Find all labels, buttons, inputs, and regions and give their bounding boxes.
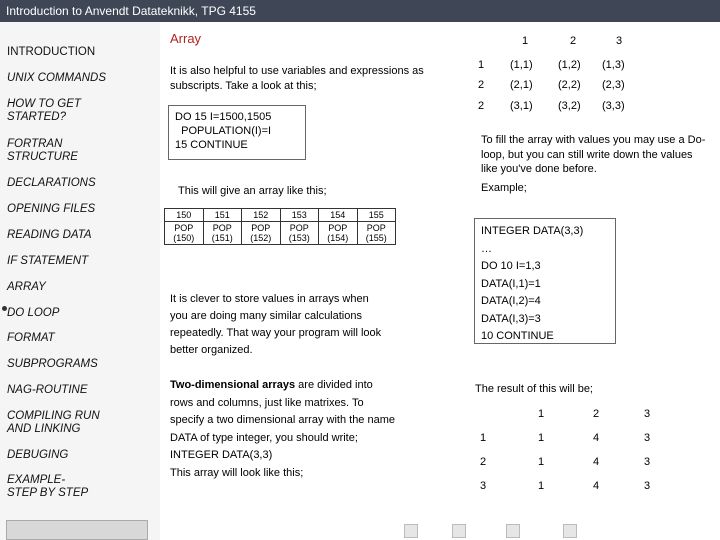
result-row-header: 3 bbox=[480, 480, 487, 492]
result-cell: 1 bbox=[538, 432, 545, 444]
sidebar-item-compiling-run-and-linking[interactable]: COMPILING RUN AND LINKING bbox=[7, 410, 100, 435]
pop-index: 154 bbox=[319, 209, 358, 222]
pop-index: 152 bbox=[242, 209, 281, 222]
sidebar-item-nag-routine[interactable]: NAG-ROUTINE bbox=[7, 384, 88, 396]
intro-text: It is also helpful to use variables and expressions as subscripts. Take a look at this; bbox=[170, 65, 424, 92]
matrix-col-header: 3 bbox=[616, 35, 623, 47]
sidebar-item-fortran-structure[interactable]: FORTRAN STRUCTURE bbox=[7, 138, 78, 163]
nav-end-icon[interactable] bbox=[563, 524, 577, 538]
two-dim-text bbox=[170, 377, 395, 482]
result-matrix bbox=[476, 407, 676, 497]
matrix-col-header: 2 bbox=[570, 35, 577, 47]
code-line: DATA(I,2)=4 bbox=[481, 295, 541, 307]
pop-index: 150 bbox=[165, 209, 204, 222]
result-cell: 3 bbox=[644, 480, 651, 492]
result-row-header: 1 bbox=[480, 432, 487, 444]
two-dim-tail: This array will look like this; bbox=[170, 466, 304, 479]
code-block-2 bbox=[474, 218, 616, 344]
matrix-row-header: 1 bbox=[478, 59, 485, 71]
nav-home-icon[interactable] bbox=[404, 524, 418, 538]
code-line: 15 CONTINUE bbox=[175, 139, 248, 151]
pop-index: 155 bbox=[357, 209, 396, 222]
sidebar-item-do-loop[interactable]: DO LOOP bbox=[7, 307, 60, 319]
sidebar-item-debuging[interactable]: DEBUGING bbox=[7, 449, 69, 461]
pop-value: POP (152) bbox=[242, 222, 281, 245]
sidebar-item-example-step-by-step[interactable]: EXAMPLE- STEP BY STEP bbox=[7, 474, 89, 499]
sidebar-item-declarations[interactable]: DECLARATIONS bbox=[7, 177, 96, 189]
result-cell: 4 bbox=[593, 480, 600, 492]
result-col-header: 3 bbox=[644, 408, 651, 420]
sidebar-item-array[interactable]: ARRAY bbox=[7, 281, 46, 293]
two-dim-rest: are divided into rows and columns, just like matrixes. To specify a two dimensional array with the name DATA of type integer, you should write; bbox=[170, 379, 395, 444]
two-dim-bold: Two-dimensional arrays bbox=[170, 379, 296, 391]
pop-array-table bbox=[164, 208, 396, 245]
pop-index: 153 bbox=[280, 209, 319, 222]
title-bar: Introduction to Anvendt Datateknikk, TPG 4155 bbox=[0, 0, 720, 22]
matrix-cell: (1,3) bbox=[602, 59, 625, 71]
sidebar-item-format[interactable]: FORMAT bbox=[7, 332, 55, 344]
code-line: DO 10 I=1,3 bbox=[481, 260, 541, 272]
example-label: Example; bbox=[481, 182, 527, 194]
matrix-cell: (2,1) bbox=[510, 79, 533, 91]
matrix-row-header: 2 bbox=[478, 100, 485, 112]
matrix-col-header: 1 bbox=[522, 35, 529, 47]
result-cell: 4 bbox=[593, 432, 600, 444]
nav-back-icon[interactable] bbox=[452, 524, 466, 538]
fill-text: To fill the array with values you may use a Do-loop, but you can still write down the values like you've done before. bbox=[481, 134, 706, 175]
result-cell: 4 bbox=[593, 456, 600, 468]
pop-value: POP (151) bbox=[203, 222, 242, 245]
code-line: INTEGER DATA(3,3) bbox=[481, 225, 584, 237]
nav-forward-icon[interactable] bbox=[506, 524, 520, 538]
sidebar-item-opening-files[interactable]: OPENING FILES bbox=[7, 203, 96, 215]
matrix-cell: (3,2) bbox=[558, 100, 581, 112]
slide-title: Array bbox=[170, 31, 202, 46]
sidebar-item-introduction[interactable]: INTRODUCTION bbox=[7, 46, 96, 58]
code-block-1 bbox=[168, 105, 306, 160]
matrix-row-header: 2 bbox=[478, 79, 485, 91]
institution-logo bbox=[6, 520, 148, 540]
clever-text: It is clever to store values in arrays when you are doing many similar calculations repeatedly. That way your program will look better organized. bbox=[170, 293, 382, 356]
result-cell: 1 bbox=[538, 480, 545, 492]
matrix-cell: (3,1) bbox=[510, 100, 533, 112]
code-line: 10 CONTINUE bbox=[481, 330, 554, 342]
sidebar-item-reading-data[interactable]: READING DATA bbox=[7, 229, 92, 241]
pop-index: 151 bbox=[203, 209, 242, 222]
array-note: This will give an array like this; bbox=[178, 185, 327, 197]
result-cell: 1 bbox=[538, 456, 545, 468]
sidebar-item-unix-commands[interactable]: UNIX COMMANDS bbox=[7, 72, 107, 84]
code-line: DATA(I,3)=3 bbox=[481, 312, 541, 325]
two-dim-decl: INTEGER DATA(3,3) bbox=[170, 449, 273, 461]
code-line: DATA(I,1)=1 bbox=[481, 277, 541, 290]
result-col-header: 2 bbox=[593, 408, 600, 420]
code-line: … bbox=[481, 242, 492, 255]
result-cell: 3 bbox=[644, 432, 651, 444]
index-matrix bbox=[476, 34, 666, 119]
code-line: POPULATION(I)=I bbox=[175, 125, 272, 137]
result-label: The result of this will be; bbox=[475, 383, 593, 395]
pop-value: POP (153) bbox=[280, 222, 319, 245]
result-row-header: 2 bbox=[480, 456, 487, 468]
matrix-cell: (2,3) bbox=[602, 79, 625, 91]
matrix-cell: (3,3) bbox=[602, 100, 625, 112]
matrix-cell: (1,2) bbox=[558, 59, 581, 71]
matrix-cell: (1,1) bbox=[510, 59, 533, 71]
matrix-cell: (2,2) bbox=[558, 79, 581, 91]
result-cell: 3 bbox=[644, 456, 651, 468]
code-line: DO 15 I=1500,1505 bbox=[175, 111, 272, 123]
pop-value: POP (155) bbox=[357, 222, 396, 245]
result-col-header: 1 bbox=[538, 408, 545, 420]
sidebar-item-how-to-get-started[interactable]: HOW TO GET STARTED? bbox=[7, 98, 81, 123]
sidebar-item-subprograms[interactable]: SUBPROGRAMS bbox=[7, 358, 98, 370]
sidebar-nav bbox=[0, 22, 160, 540]
sidebar-item-if-statement[interactable]: IF STATEMENT bbox=[7, 255, 89, 267]
pop-value: POP (154) bbox=[319, 222, 358, 245]
pop-value: POP (150) bbox=[165, 222, 204, 245]
